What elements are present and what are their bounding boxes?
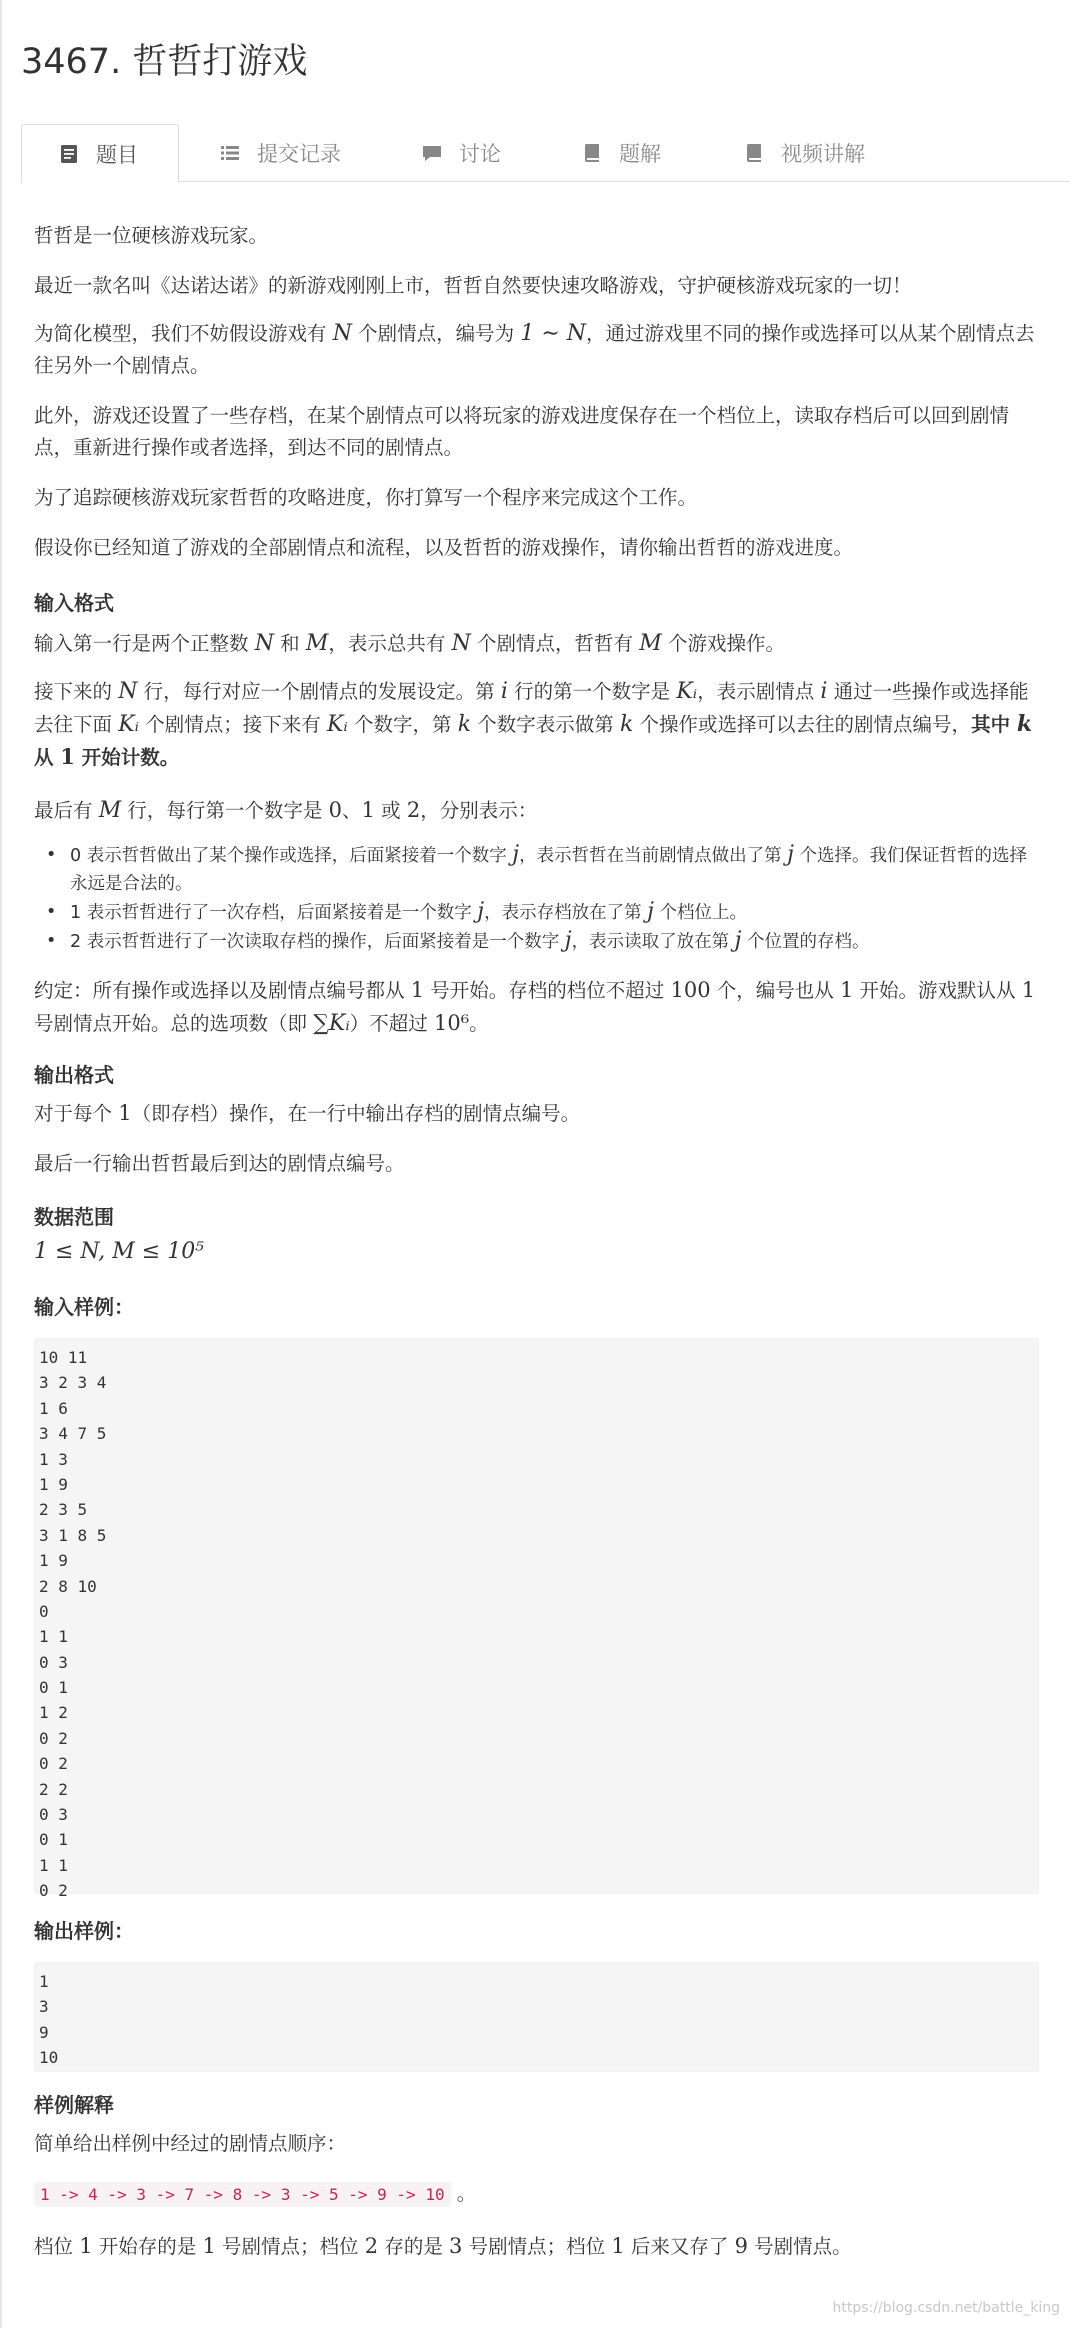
output-format-line2: 最后一行输出哲哲最后到达的剧情点编号。 (34, 1152, 405, 1175)
data-range-constraint: 1 ≤ N, M ≤ 10⁵ (34, 1239, 205, 1264)
document-icon (58, 143, 80, 165)
code-line: 3 1 8 5 (39, 1525, 107, 1545)
code-line: 0 2 (39, 1728, 68, 1748)
convention-paragraph: 约定：所有操作或选择以及剧情点编号都从 1 号开始。存档的档位不超过 100 个，编号也从 1 开始。游戏默认从 1 号剧情点开始。总的选项数（即 ∑Kᵢ）不超过 10⁶。 (34, 978, 1036, 1036)
code-line: 10 11 (39, 1348, 88, 1367)
book-icon (581, 142, 603, 164)
code-line: 1 9 (39, 1474, 68, 1494)
code-line: 3 (39, 1997, 49, 2017)
sample-input-code (34, 1338, 1039, 1901)
code-line: 0 3 (39, 1652, 68, 1672)
output-format-line1: 对于每个 1（即存档）操作，在一行中输出存档的剧情点编号。 (34, 1101, 581, 1125)
tab-video[interactable] (707, 124, 907, 182)
code-line: 1 6 (39, 1398, 68, 1418)
sample-input-heading: 输入样例： (34, 1295, 134, 1319)
code-line: 1 1 (39, 1855, 68, 1875)
tab-solutions-label: 题解 (619, 142, 661, 166)
page-title (21, 38, 307, 86)
tab-problem-label: 题目 (96, 142, 138, 167)
watermark: https://blog.csdn.net/battle_king (832, 2300, 1060, 2316)
list-item: • 0 表示哲哲做出了某个操作或选择，后面紧接着一个数字 j，表示哲哲在当前剧情点做出了第 j 个选择。我们保证哲哲的选择永远是合法的。 (34, 841, 1039, 898)
code-line: 3 4 7 5 (39, 1424, 107, 1444)
code-line: 0 3 (39, 1805, 68, 1825)
code-line: 0 (39, 1601, 49, 1621)
problem-title: 哲哲打游戏 (132, 42, 308, 82)
list-icon (219, 142, 241, 164)
desc-p5: 为了追踪硬核游戏玩家哲哲的攻略进度，你打算写一个程序来完成这个工作。 (34, 486, 698, 509)
tab-discussion[interactable] (385, 124, 525, 182)
explanation-sequence: 1 -> 4 -> 3 -> 7 -> 8 -> 3 -> 5 -> 9 -> 10 。 (34, 2178, 1039, 2211)
desc-p4: 此外，游戏还设置了一些存档，在某个剧情点可以将玩家的游戏进度保存在一个档位上，读取存档后可以回到剧情点，重新进行操作或者选择，到达不同的剧情点。 (34, 404, 1010, 459)
data-range-heading: 数据范围 (34, 1205, 114, 1229)
sample-output-heading: 输出样例： (34, 1919, 134, 1943)
comment-icon (421, 142, 443, 164)
code-line: 1 1 (39, 1627, 68, 1647)
input-format-line1: 输入第一行是两个正整数 N 和 M，表示总共有 N 个剧情点，哲哲有 M 个游戏操作。 (34, 631, 785, 656)
sample-output-code (34, 1962, 1039, 2072)
output-format-heading: 输出格式 (34, 1063, 114, 1087)
code-line: 2 2 (39, 1779, 68, 1799)
code-line: 2 3 5 (39, 1500, 88, 1520)
input-format-heading: 输入格式 (34, 591, 114, 615)
tab-bar (21, 124, 1070, 182)
code-line: 2 8 10 (39, 1576, 97, 1596)
code-line: 10 (39, 2048, 59, 2068)
code-line: 0 2 (39, 1754, 68, 1774)
code-line: 1 3 (39, 1449, 68, 1469)
code-line: 1 (39, 1972, 49, 1991)
tab-video-label: 视频讲解 (781, 142, 865, 166)
code-line: 3 2 3 4 (39, 1373, 107, 1393)
desc-p1: 哲哲是一位硬核游戏玩家。 (34, 224, 269, 247)
tab-discussion-label: 讨论 (459, 142, 501, 166)
code-line: 0 1 (39, 1678, 68, 1698)
book-icon (743, 142, 765, 164)
code-line: 1 2 (39, 1703, 68, 1723)
left-border (0, 0, 2, 2328)
explanation-heading: 样例解释 (34, 2093, 114, 2117)
operation-list (34, 841, 1039, 956)
tab-problem[interactable] (21, 124, 179, 183)
list-item: • 1 表示哲哲进行了一次存档，后面紧接着是一个数字 j，表示存档放在了第 j 个档位上。 (34, 898, 1039, 927)
list-item: • 2 表示哲哲进行了一次读取存档的操作，后面紧接着是一个数字 j，表示读取了放在第 j 个位置的存档。 (34, 927, 1039, 956)
code-line: 9 (39, 2022, 49, 2042)
code-line: 0 1 (39, 1830, 68, 1850)
explanation-line1: 简单给出样例中经过的剧情点顺序： (34, 2132, 347, 2155)
desc-p2: 最近一款名叫《达诺达诺》的新游戏刚刚上市，哲哲自然要快速攻略游戏，守护硬核游戏玩家的一切！ (34, 274, 912, 297)
sequence-code: 1 -> 4 -> 3 -> 7 -> 8 -> 3 -> 5 -> 9 -> 10 (34, 2182, 451, 2207)
problem-number: 3467. (21, 42, 122, 82)
tab-solutions[interactable] (545, 124, 685, 182)
code-line: 0 2 (39, 1881, 68, 1901)
desc-p3: 为简化模型，我们不妨假设游戏有 N 个剧情点，编号为 1 ∼ N，通过游戏里不同的操作或选择可以从某个剧情点去往另外一个剧情点。 (34, 321, 1035, 377)
explanation-line2: 档位 1 开始存的是 1 号剧情点；档位 2 存的是 3 号剧情点；档位 1 后来又存了 9 号剧情点。 (34, 2234, 852, 2258)
desc-p6: 假设你已经知道了游戏的全部剧情点和流程，以及哲哲的游戏操作，请你输出哲哲的游戏进度。 (34, 536, 854, 559)
tab-submissions[interactable] (183, 124, 343, 182)
input-format-line2: 接下来的 N 行，每行对应一个剧情点的发展设定。第 i 行的第一个数字是 Kᵢ，表示剧情点 i 通过一些操作或选择能去往下面 Kᵢ 个剧情点；接下来有 Kᵢ 个数字，第 k 个数字表示做第 k 个操作或选择可以去往的剧情点编号，其中 k 从 1 开始计数。 (34, 679, 1033, 769)
input-format-line3: 最后有 M 行，每行第一个数字是 0、1 或 2，分别表示： (34, 798, 538, 823)
code-line: 1 9 (39, 1551, 68, 1571)
tab-submissions-label: 提交记录 (257, 142, 341, 166)
